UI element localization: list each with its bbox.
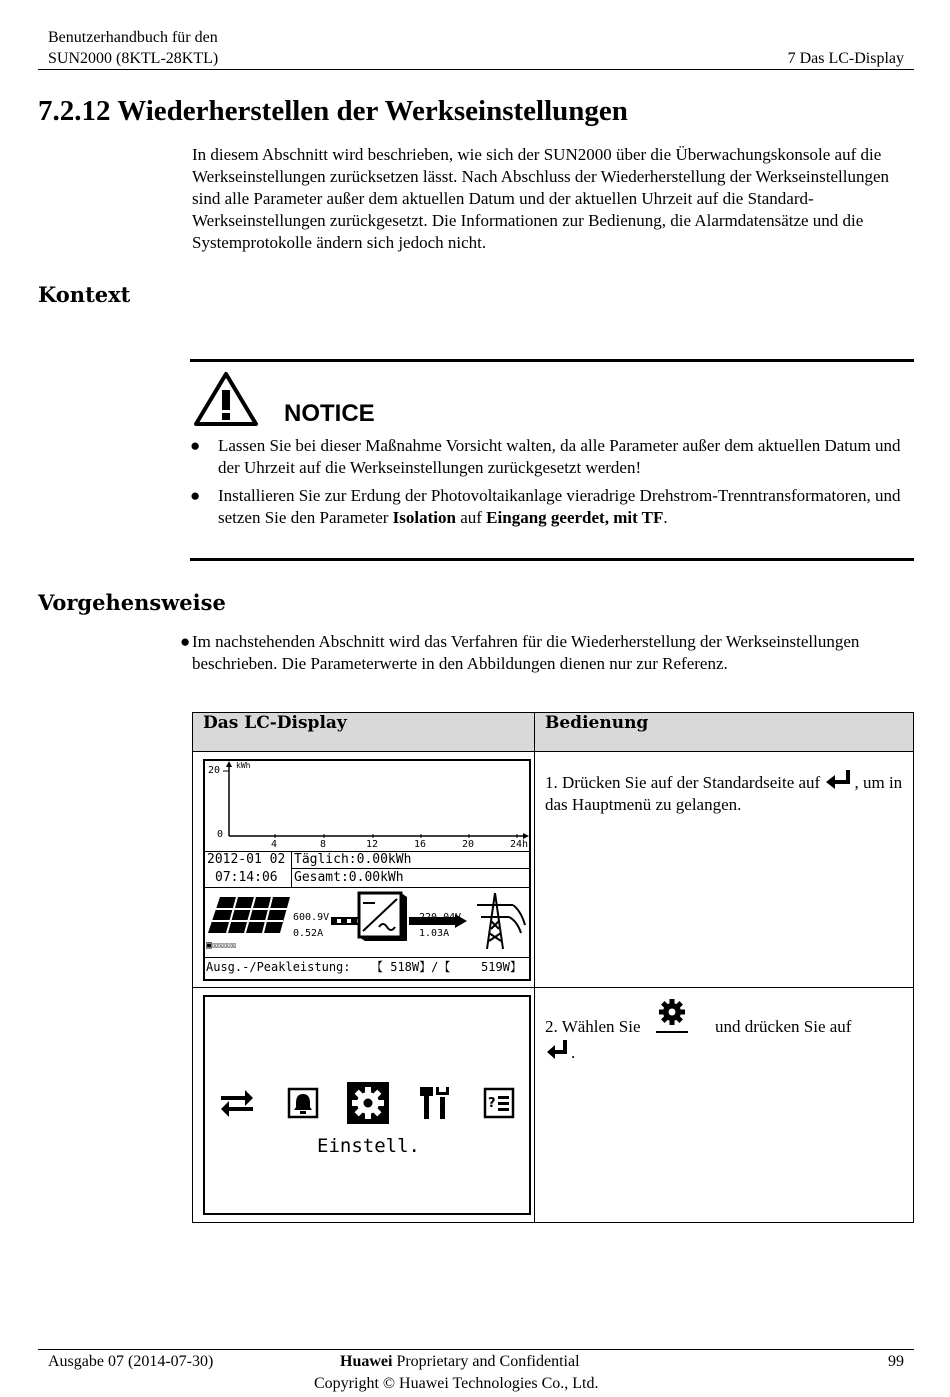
table-row	[193, 752, 914, 988]
intro-paragraph: In diesem Abschnitt wird beschrieben, wie sich der SUN2000 über die Überwachungskonsole auf die Werkseinstellungen zurücksetzen lässt. Nach Abschluss der Wiederherstellung der Werkseinstellungen sind alle Parameter außer dem aktuellen Datum und der aktuellen Uhrzeit auf die Standard-Werkseinstellungen zurückgesetzt. Die Informationen zur Bedienung, die Alarmdatensätze und die Systemprotokolle ändern sich jedoch nicht.	[192, 145, 889, 252]
footer-brand: Huawei	[340, 1353, 393, 1370]
col-header-operation: Bedienung	[535, 713, 914, 752]
gear-icon	[347, 1082, 389, 1124]
lcd-peak-label: Ausg.-/Peakleistung:	[206, 960, 351, 974]
notice-top-rule	[190, 359, 914, 362]
enter-key-icon	[824, 768, 854, 790]
chart-xtick: 24	[510, 839, 523, 850]
step-2-post: .	[571, 1043, 576, 1062]
step-1-post: , um in das Hauptmenü zu gelangen.	[545, 773, 903, 814]
lcd-status-boxes: ▣☒☒☒☒	[206, 940, 237, 951]
notice-bullet-1-text: Lassen Sie bei dieser Maßnahme Vorsicht walten, da alle Parameter außer dem aktuellen Datum und der Uhrzeit auf die Werkseinstellungen zurückgesetzt werden!	[218, 436, 901, 477]
chart-yunit-label: kWh	[236, 761, 251, 770]
bullet-dot: ●	[180, 632, 191, 651]
page-title: 7.2.12 Wiederherstellen der Werkseinstellungen	[38, 95, 628, 127]
inverter-icon	[351, 891, 409, 947]
operation-cell-2	[535, 988, 914, 1223]
lcd-ac-current: 1.03A	[419, 928, 450, 939]
step-2-mid: und drücken Sie auf	[710, 1017, 852, 1036]
header-chapter: 7 Das LC-Display	[787, 50, 904, 67]
notice-value-grounded: Eingang geerdet, mit TF	[486, 508, 664, 527]
notice-bullet-2-mid: auf	[455, 508, 487, 527]
step-2-pre: 2. Wählen Sie	[545, 1017, 645, 1036]
warning-triangle-icon	[193, 371, 259, 432]
footer-confidential	[340, 1351, 580, 1373]
procedure-intro-text: Im nachstehenden Abschnitt wird das Verfahren für die Wiederherstellung der Werkseinstellungen beschrieben. Die Parameterwerte in den Abbildungen dienen nur zur Referenz.	[192, 632, 860, 673]
lcd-peak-max: 519W】	[481, 960, 522, 974]
maintenance-tools-icon	[418, 1085, 452, 1121]
footer-rule	[38, 1349, 914, 1350]
section-context-heading: Kontext	[38, 282, 131, 307]
energy-chart	[205, 761, 529, 851]
lcd-pv-current: 0.52A	[293, 928, 324, 939]
header-manual-title	[48, 27, 218, 69]
power-grid-tower-icon	[467, 889, 527, 955]
settings-menu-item[interactable]	[347, 1082, 389, 1124]
footer-copyright: Copyright © Huawei Technologies Co., Ltd.	[314, 1375, 599, 1392]
notice-param-isolation: Isolation	[392, 508, 456, 527]
chart-ymin-label: 0	[217, 829, 224, 840]
lcd-pv-voltage: 600.9V	[293, 912, 330, 923]
lcd-cell-1	[193, 752, 535, 988]
lcd-peak-output-value: 518W	[390, 960, 420, 974]
notice-bottom-rule	[190, 558, 914, 561]
step-1-pre: 1. Drücken Sie auf der Standardseite auf	[545, 773, 825, 792]
operation-cell-1	[535, 752, 914, 988]
bullet-dot: ●	[190, 486, 201, 505]
chart-xtick: 20	[462, 839, 475, 850]
table-row	[193, 988, 914, 1223]
notice-bullet-2-text	[218, 485, 905, 529]
pv-panel-icon	[206, 895, 292, 943]
step-1-text	[535, 752, 913, 816]
col-header-display: Das LC-Display	[193, 713, 535, 752]
step-2-text	[535, 988, 913, 1064]
ac-flow-arrow-icon	[409, 914, 469, 928]
lcd-cell-2	[193, 988, 535, 1223]
chart-xtick: 4	[271, 839, 278, 850]
menu-selection-label: Einstell.	[317, 1135, 420, 1157]
section-procedure-heading: Vorgehensweise	[38, 590, 226, 615]
notice-bullet-2-pre: Installieren Sie zur Erdung der Photovoltaikanlage vieradrige Drehstrom-Trenntransformatoren, und setzen Sie den Parameter	[218, 486, 901, 527]
lcd-default-screen	[203, 759, 531, 981]
alarm-bell-icon	[287, 1087, 319, 1119]
bullet-dot: ●	[190, 436, 201, 455]
lcd-main-menu-screen	[203, 995, 531, 1215]
notice-bullet-1	[190, 435, 905, 479]
notice-bullet-2-end: .	[663, 508, 668, 527]
header-line-1: Benutzerhandbuch für den	[48, 29, 218, 46]
enter-key-icon	[545, 1038, 571, 1060]
footer-confidential-text: Proprietary and Confidential	[392, 1353, 580, 1370]
chart-ymax-label: 20	[208, 765, 221, 776]
procedure-intro	[180, 631, 910, 675]
lcd-total-yield: Gesamt:0.00kWh	[294, 870, 404, 885]
notice-bullet-2	[190, 485, 905, 529]
lcd-peak-output: 【 518W】/【	[371, 960, 451, 974]
transfer-arrows-icon	[219, 1087, 255, 1119]
chart-xtick: 12	[366, 839, 379, 850]
table-header-row	[193, 713, 914, 752]
chart-xtick: 8	[320, 839, 327, 850]
procedure-table	[192, 712, 914, 1223]
page-number: 99	[888, 1353, 904, 1370]
header-rule	[38, 69, 914, 70]
svg-text:?: ?	[488, 1096, 496, 1111]
lcd-daily-yield: Täglich:0.00kWh	[294, 852, 412, 867]
lcd-time: 07:14:06	[215, 870, 278, 885]
device-info-icon	[483, 1087, 515, 1119]
gear-icon	[655, 998, 689, 1036]
footer-edition: Ausgabe 07 (2014-07-30)	[48, 1353, 214, 1370]
notice-label: NOTICE	[284, 400, 375, 427]
lcd-date: 2012-01 02	[207, 852, 286, 867]
lcd-peak-max-value: 519W	[481, 960, 510, 974]
chart-xtick: 16	[414, 839, 427, 850]
chart-xunit: h	[522, 839, 529, 850]
header-line-2: SUN2000 (8KTL-28KTL)	[48, 50, 219, 67]
